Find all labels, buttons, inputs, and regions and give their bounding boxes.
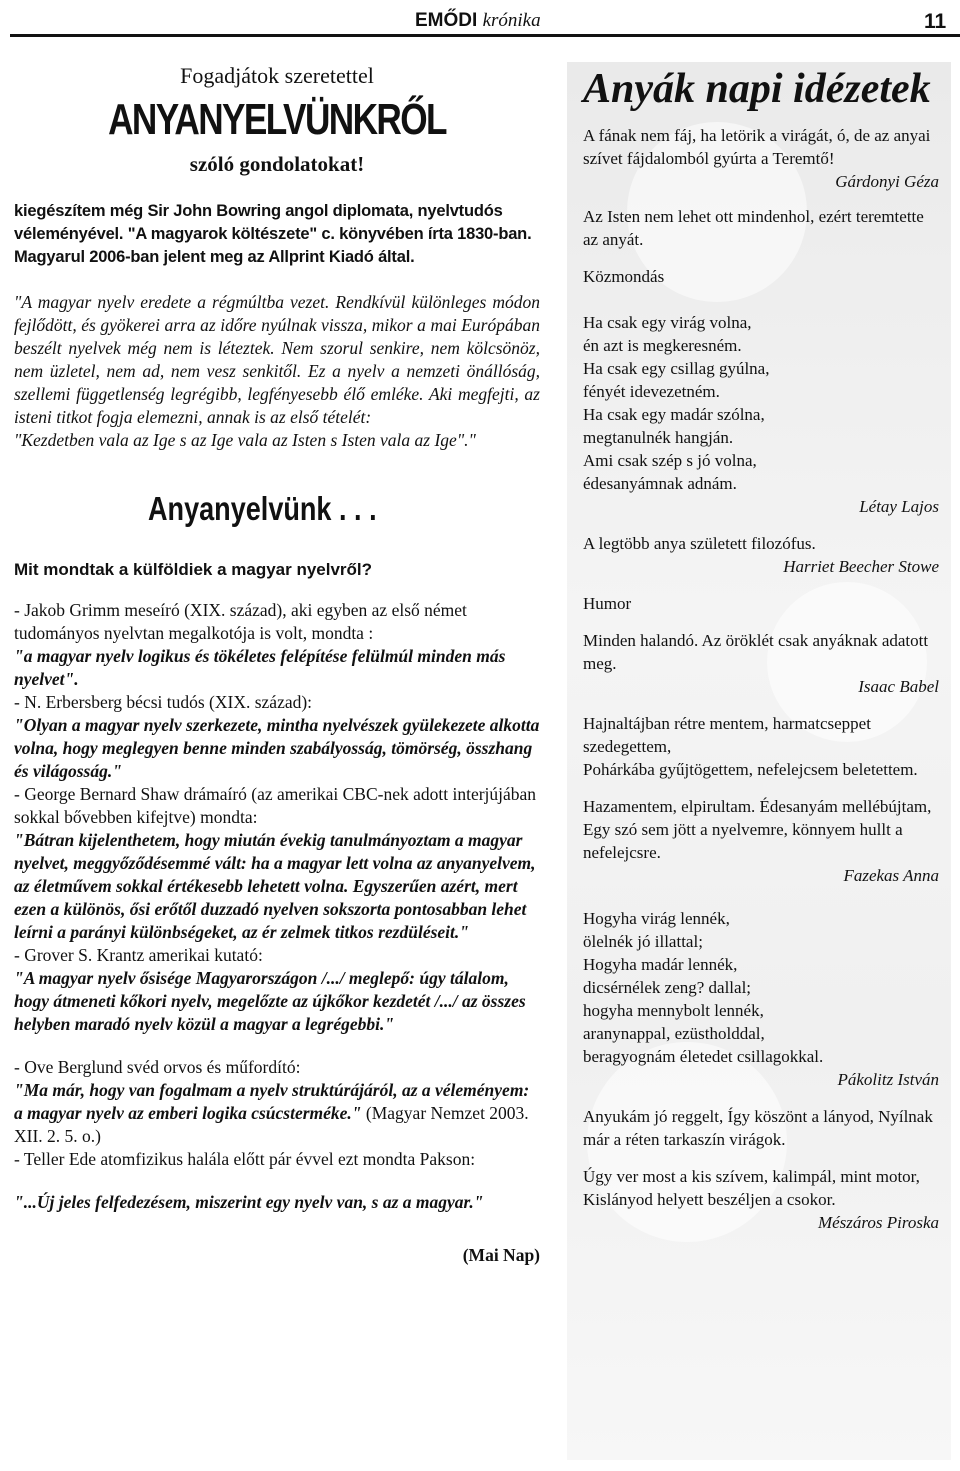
krantz-intro: - Grover S. Krantz amerikai kutató: xyxy=(14,945,263,965)
page-header xyxy=(0,0,960,36)
quote-8: Anyukám jó reggelt, Így köszönt a lányod, Nyílnak már a réten tarkaszín virágok. xyxy=(583,1107,933,1149)
bowring-quote-end: "Kezdetben vala az Ige s az Ige vala az Isten s Isten vala az Ige"." xyxy=(14,430,476,450)
author-5: Isaac Babel xyxy=(858,677,939,696)
poem-1-line: megtanulnék hangján. xyxy=(583,428,734,447)
berglund-quote: "Ma már, hogy van fogalmam a nyelv struktúrájáról, az a véleményem: a magyar nyelv az emberi logika csúcsterméke." xyxy=(14,1080,530,1123)
humor-label: Humor xyxy=(583,594,632,613)
quote-2: Az Isten nem lehet ott mindenhol, ezért teremtette az anyát. xyxy=(583,207,924,249)
quote-5: Minden halandó. Az öröklét csak anyáknak adatott meg. xyxy=(583,631,929,673)
poem-anna-line: Pohárkába gyűjtögettem, nefelejcsem beletettem. xyxy=(583,760,918,779)
section-heading: Anyanyelvünk . . . xyxy=(148,490,377,527)
page-number: 11 xyxy=(924,10,947,33)
shaw-intro: - George Bernard Shaw drámaíró (az amerikai CBC-nek adott interjújában sokkal bővebben kifejtve) mondta: xyxy=(14,784,537,827)
poem-1-line: Ha csak egy csillag gyúlna, xyxy=(583,359,770,378)
berglund-intro: - Ove Berglund svéd orvos és műfordító: xyxy=(14,1057,301,1077)
quote-4: A legtöbb anya született filozófus. xyxy=(583,534,816,553)
poem-2-line: beragyognám életedet csillagokkal. xyxy=(583,1047,824,1066)
header-rule xyxy=(10,34,960,37)
author-6: Fazekas Anna xyxy=(843,866,939,885)
poem-2-line: aranynappal, ezüstholddal, xyxy=(583,1024,765,1043)
shaw-quote: "Bátran kijelenthetem, hogy miután évekig tanulmányoztam a magyar nyelvet, meggyőződésemmé vált: ha a magyar lett volna az anyanyelvem, az életművem sokkal értékesebb lehetett volna. Egyszerűen azért, mert ezen a különös, ősi erőtől duzzadó nyelven sokszorta pontosabban lehet leírni a parányi különbségeket, az ér zelmek titkos rezdüléseit." xyxy=(14,830,536,942)
berglund-source: (Magyar Nemzet 2003. XII. 2. 5. o.) xyxy=(14,1103,529,1146)
kicker: Fogadjátok szeretettel xyxy=(180,63,374,88)
poem-2-line: ölelnék jó illattal; xyxy=(583,932,703,951)
bowring-quote: "A magyar nyelv eredete a régmúltba vezet. Rendkívül különleges módon fejlődött, és gyökerei arra az időre nyúlnak vissza, mikor a mai Európában beszélt nyelvek még nem is léteztek. Nem szorul senkire, nem kölcsönöz, nem üzletel, nem ad, nem vesz senkitől. Ez a nyelv a nemzeti önállóság, szellemi függetlenség legrégibb, legfényesebb élő emléke. Aki megfejti, az isteni titkot fogja elemezni, annak is az első tételét: xyxy=(14,292,540,427)
poem-2-line: hogyha mennybolt lennék, xyxy=(583,1001,764,1020)
teller-quote: "...Új jeles felfedezésem, miszerint egy nyelv van, s az a magyar." xyxy=(14,1192,484,1212)
quote-9-end: Kislányod helyett beszéljen a csokor. xyxy=(583,1190,836,1209)
poem-1-line: Ami csak szép s jó volna, xyxy=(583,451,757,470)
poem-anna-line: Hajnaltájban rétre mentem, harmatcseppet szedegettem, xyxy=(583,714,871,756)
publication-name: EMŐDI krónika xyxy=(415,10,541,31)
article-title: ANYANYELVÜNKRŐL xyxy=(108,95,446,144)
berglund-block xyxy=(14,1079,540,1148)
author-7: Pákolitz István xyxy=(837,1070,939,1089)
poem-1-line: Ha csak egy madár szólna, xyxy=(583,405,765,424)
source-2: Közmondás xyxy=(583,267,665,286)
author-3: Létay Lajos xyxy=(859,497,939,516)
poem-1-line: Ha csak egy virág volna, xyxy=(583,313,752,332)
poem-1-line: én azt is megkeresném. xyxy=(583,336,742,355)
article-subtitle: szóló gondolatokat! xyxy=(189,152,365,176)
article-source: (Mai Nap) xyxy=(462,1245,540,1265)
poem-2-line: dicsérnélek zeng? dallal; xyxy=(583,978,752,997)
author-4: Harriet Beecher Stowe xyxy=(783,557,939,576)
erbersberg-intro: - N. Erbersberg bécsi tudós (XIX. század): xyxy=(14,692,313,712)
poem-anna-line: Hazamentem, elpirultam. Édesanyám mellébújtam, xyxy=(583,797,932,816)
grimm-intro: - Jakob Grimm meseíró (XIX. század), aki egyben az első német tudományos nyelvtan megalkotója is volt, mondta : xyxy=(14,600,467,643)
poem-1-line: édesanyámnak adnám. xyxy=(583,474,737,493)
grimm-quote: "a magyar nyelv logikus és tökéletes felépítése felülmúl minden más nyelvet". xyxy=(14,646,506,689)
poem-2-line: Hogyha madár lennék, xyxy=(583,955,738,974)
left-column xyxy=(14,62,540,1267)
intro-paragraph: kiegészítem még Sir John Bowring angol diplomata, nyelvtudós véleményével. "A magyarok költészete" c. könyvében írta 1830-ban. Magyarul 2006-ban jelent meg az Allprint Kiadó által. xyxy=(14,202,532,266)
poem-2-line: Hogyha virág lennék, xyxy=(583,909,730,928)
author-1: Gárdonyi Géza xyxy=(835,172,939,191)
column-title: Anyák napi idézetek xyxy=(583,66,931,112)
teller-intro: - Teller Ede atomfizikus halála előtt pár évvel ezt mondta Pakson: xyxy=(14,1149,476,1169)
quote-1: A fának nem fáj, ha letörik a virágát, ó, de az anyai szívet fájdalomból gyúrta a Teremtő! xyxy=(583,126,931,168)
quote-9: Úgy ver most a kis szívem, kalimpál, mint motor, xyxy=(583,1167,920,1186)
right-column xyxy=(567,62,951,1460)
poem-1-line: fényét idevezetném. xyxy=(583,382,720,401)
author-9: Mészáros Piroska xyxy=(817,1213,939,1232)
erbersberg-quote: "Olyan a magyar nyelv szerkezete, mintha nyelvészek gyülekezete alkotta volna, hogy meglegyen benne minden szabályosság, tömörség, összhang és világosság." xyxy=(14,715,540,781)
section-question: Mit mondtak a külföldiek a magyar nyelvről? xyxy=(14,560,373,579)
krantz-quote: "A magyar nyelv ősisége Magyarországon /.../ meglepő: úgy tálalom, hogy átmeneti kőkori nyelv, megelőzte az újkőkor kezdetét /.../ az összes helyben maradó nyelv közül a magyar a legrégebbi." xyxy=(14,968,526,1034)
poem-anna-line: Egy szó sem jött a nyelvemre, könnyem hullt a nefelejcsre. xyxy=(583,820,903,862)
